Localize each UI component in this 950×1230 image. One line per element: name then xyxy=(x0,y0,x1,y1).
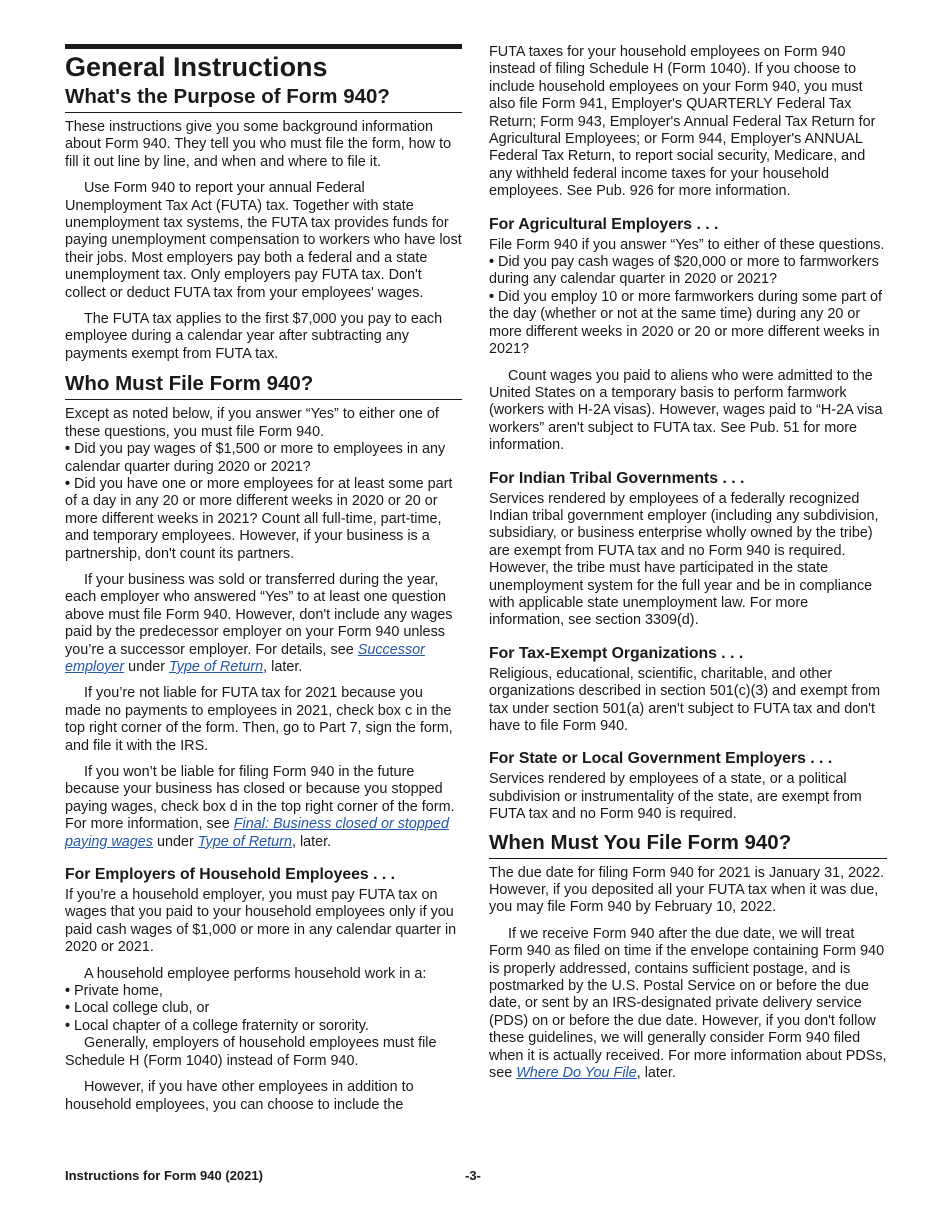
main-title: General Instructions xyxy=(65,52,328,82)
where-do-you-file-link[interactable]: Where Do You File xyxy=(516,1065,637,1082)
household-paragraph-4: However, if you have other employees in addition to household employees, you can choose to include the xyxy=(65,1079,414,1113)
list-item: • Did you have one or more employees for at least some part of a day in any 20 or more different weeks in 2020 or 20 or more different weeks in 2021? Count all full-time, part-time, and temporary employees. However, if your business is a partnership, don't count its partners. xyxy=(65,475,453,562)
list-item: • Local college club, or xyxy=(65,1000,210,1017)
heading-state-local-government: For State or Local Government Employers . . . xyxy=(489,750,833,768)
who-bullet-list xyxy=(65,441,462,563)
page-number: -3- xyxy=(465,1168,481,1183)
heading-household-employers: For Employers of Household Employees . . . xyxy=(65,866,396,884)
who-paragraph-1: Except as noted below, if you answer “Yes” to either one of these questions, you must file Form 940. xyxy=(65,406,439,440)
heading-indian-tribal: For Indian Tribal Governments . . . xyxy=(489,469,745,487)
type-of-return-link[interactable]: Type of Return xyxy=(169,658,264,675)
bullet-icon: • xyxy=(65,1017,71,1034)
government-paragraph: Services rendered by employees of a state, or a political subdivision or instrumentality of the state, are exempt from FUTA tax and no Form 940 is required. xyxy=(489,771,862,823)
bullet-icon: • xyxy=(65,441,71,458)
type-of-return-link-2[interactable]: Type of Return xyxy=(197,833,292,850)
when-paragraph-1: The due date for filing Form 940 for 2021 is January 31, 2022. However, if you deposited all your FUTA tax when it was due, you may file Form 940 by February 10, 2022. xyxy=(489,864,885,916)
bullet-icon: • xyxy=(65,983,71,1000)
final-business-closed-link[interactable]: Final: Business closed or stopped paying wages xyxy=(65,816,449,850)
heading-who-must-file: Who Must File Form 940? xyxy=(65,371,462,400)
purpose-paragraph-3: The FUTA tax applies to the first $7,000 you pay to each employee during a calendar year after subtracting any payments exempt from FUTA tax. xyxy=(65,311,443,362)
when-paragraph-2: If we receive Form 940 after the due date, we will treat Form 940 as filed on time if the envelope containing Form 940 is properly addressed, contains sufficient postage, and is postmarked by the U.S. Postal Service on or before the due date, or sent by an IRS-designated private delivery service (PDS) on or before the due date. However, if you don't follow these guidelines, we will generally consider Form 940 filed when it is actually received. For more information about PDSs, see Where Do You File, later. xyxy=(489,925,887,1082)
household-paragraph-2: A household employee performs household work in a: xyxy=(84,965,427,982)
list-item: • Did you pay cash wages of $20,000 or more to farmworkers during any calendar quarter in 2020 or 2021? xyxy=(489,254,879,288)
heading-tax-exempt: For Tax-Exempt Organizations . . . xyxy=(489,644,744,662)
tribal-paragraph: Services rendered by employees of a federally recognized Indian tribal government employer (including any subdivision, subsidiary, or business enterprise wholly owned by the tribe) are exempt from FUTA tax and no Form 940 is required. However, the tribe must have participated in the state unemployment system for the full year and be in compliance with applicable state unemployment law. For more information, see section 3309(d). xyxy=(489,490,879,629)
household-paragraph-1: If you’re a household employer, you must pay FUTA tax on wages that you paid to your household employees only if you paid cash wages of $1,000 or more in any calendar quarter in 2020 or 2021. xyxy=(65,887,457,956)
right-column xyxy=(489,44,887,1083)
who-paragraph-sold: If your business was sold or transferred during the year, each employer who answered “Yes” to at least one question above must file Form 940. However, don't include any wages paid by the predecessor employer on your Form 940 unless you’re a successor employer. For details, see Successor employer under Type of Return, later. xyxy=(65,571,453,675)
footer-form-title: Instructions for Form 940 (2021) xyxy=(65,1168,263,1183)
list-item: • Did you employ 10 or more farmworkers during some part of the day (whether or not at the same time) during any 20 or more different weeks in 2020 or 20 or more different weeks in 2021? xyxy=(489,288,882,358)
bullet-icon: • xyxy=(489,254,495,271)
heading-agricultural-employers: For Agricultural Employers . . . xyxy=(489,215,719,233)
purpose-paragraph-1: These instructions give you some background information about Form 940. They tell you who must file the form, how to fill it out line by line, and when and where to file it. xyxy=(65,119,452,170)
who-paragraph-not-liable: If you’re not liable for FUTA tax for 2021 because you made no payments to employees in 2021, check box c in the top right corner of the form. Then, go to Part 7, sign the form, and file it with the IRS. xyxy=(65,685,453,754)
list-item: • Private home, xyxy=(65,983,163,1000)
household-bullet-list xyxy=(65,983,462,1035)
bullet-icon: • xyxy=(65,475,71,492)
household-paragraph-3: Generally, employers of household employees must file Schedule H (Form 1040) instead of Form 940. xyxy=(65,1035,437,1069)
successor-employer-link[interactable]: Successor employer xyxy=(65,641,425,675)
agricultural-paragraph-2: Count wages you paid to aliens who were admitted to the United States on a temporary basis to perform farmwork (workers with H-2A visas). However, wages paid to “H-2A visa workers” aren't subject to FUTA tax. See Pub. 51 for more information. xyxy=(489,367,883,454)
agricultural-bullet-list xyxy=(489,254,887,358)
heading-purpose: What's the Purpose of Form 940? xyxy=(65,84,462,113)
household-continued-paragraph: FUTA taxes for your household employees on Form 940 instead of filing Schedule H (Form 1040). If you choose to include household employees on your Form 940, you must also file Form 941, Employer's QUARTERLY Federal Tax Return; Form 943, Employer's Annual Federal Tax Return for Agricultural Employees; or Form 944, Employer's ANNUAL Federal Tax Return, to report social security, Medicare, and any withheld federal income taxes for your household employees. See Pub. 926 for more information. xyxy=(489,44,876,200)
bullet-icon: • xyxy=(489,288,495,305)
agricultural-paragraph-1: File Form 940 if you answer “Yes” to either of these questions. xyxy=(489,236,885,253)
who-paragraph-closed: If you won’t be liable for filing Form 940 in the future because your business has closed or because you stopped paying wages, check box d in the top right corner of the form. For more information, see Final: Business closed or stopped paying wages under Type of Return, later. xyxy=(65,764,455,850)
purpose-paragraph-2: Use Form 940 to report your annual Federal Unemployment Tax Act (FUTA) tax. Together with state unemployment tax systems, the FUTA tax provides funds for paying unemployment compensation to workers who have lost their jobs. Most employers pay both a federal and a state unemployment tax. Only employers pay FUTA tax. Don't collect or deduct FUTA tax from your employees' wages. xyxy=(65,180,462,301)
left-column xyxy=(65,44,462,1114)
list-item: • Did you pay wages of $1,500 or more to employees in any calendar quarter during 2020 or 2021? xyxy=(65,441,446,475)
list-item: • Local chapter of a college fraternity or sorority. xyxy=(65,1017,369,1034)
tax-exempt-paragraph: Religious, educational, scientific, charitable, and other organizations described in section 501(c)(3) and exempt from tax under section 501(a) aren't subject to FUTA tax and don't have to file Form 940. xyxy=(489,665,881,734)
bullet-icon: • xyxy=(65,1000,71,1017)
heading-when-must-file: When Must You File Form 940? xyxy=(489,830,887,859)
